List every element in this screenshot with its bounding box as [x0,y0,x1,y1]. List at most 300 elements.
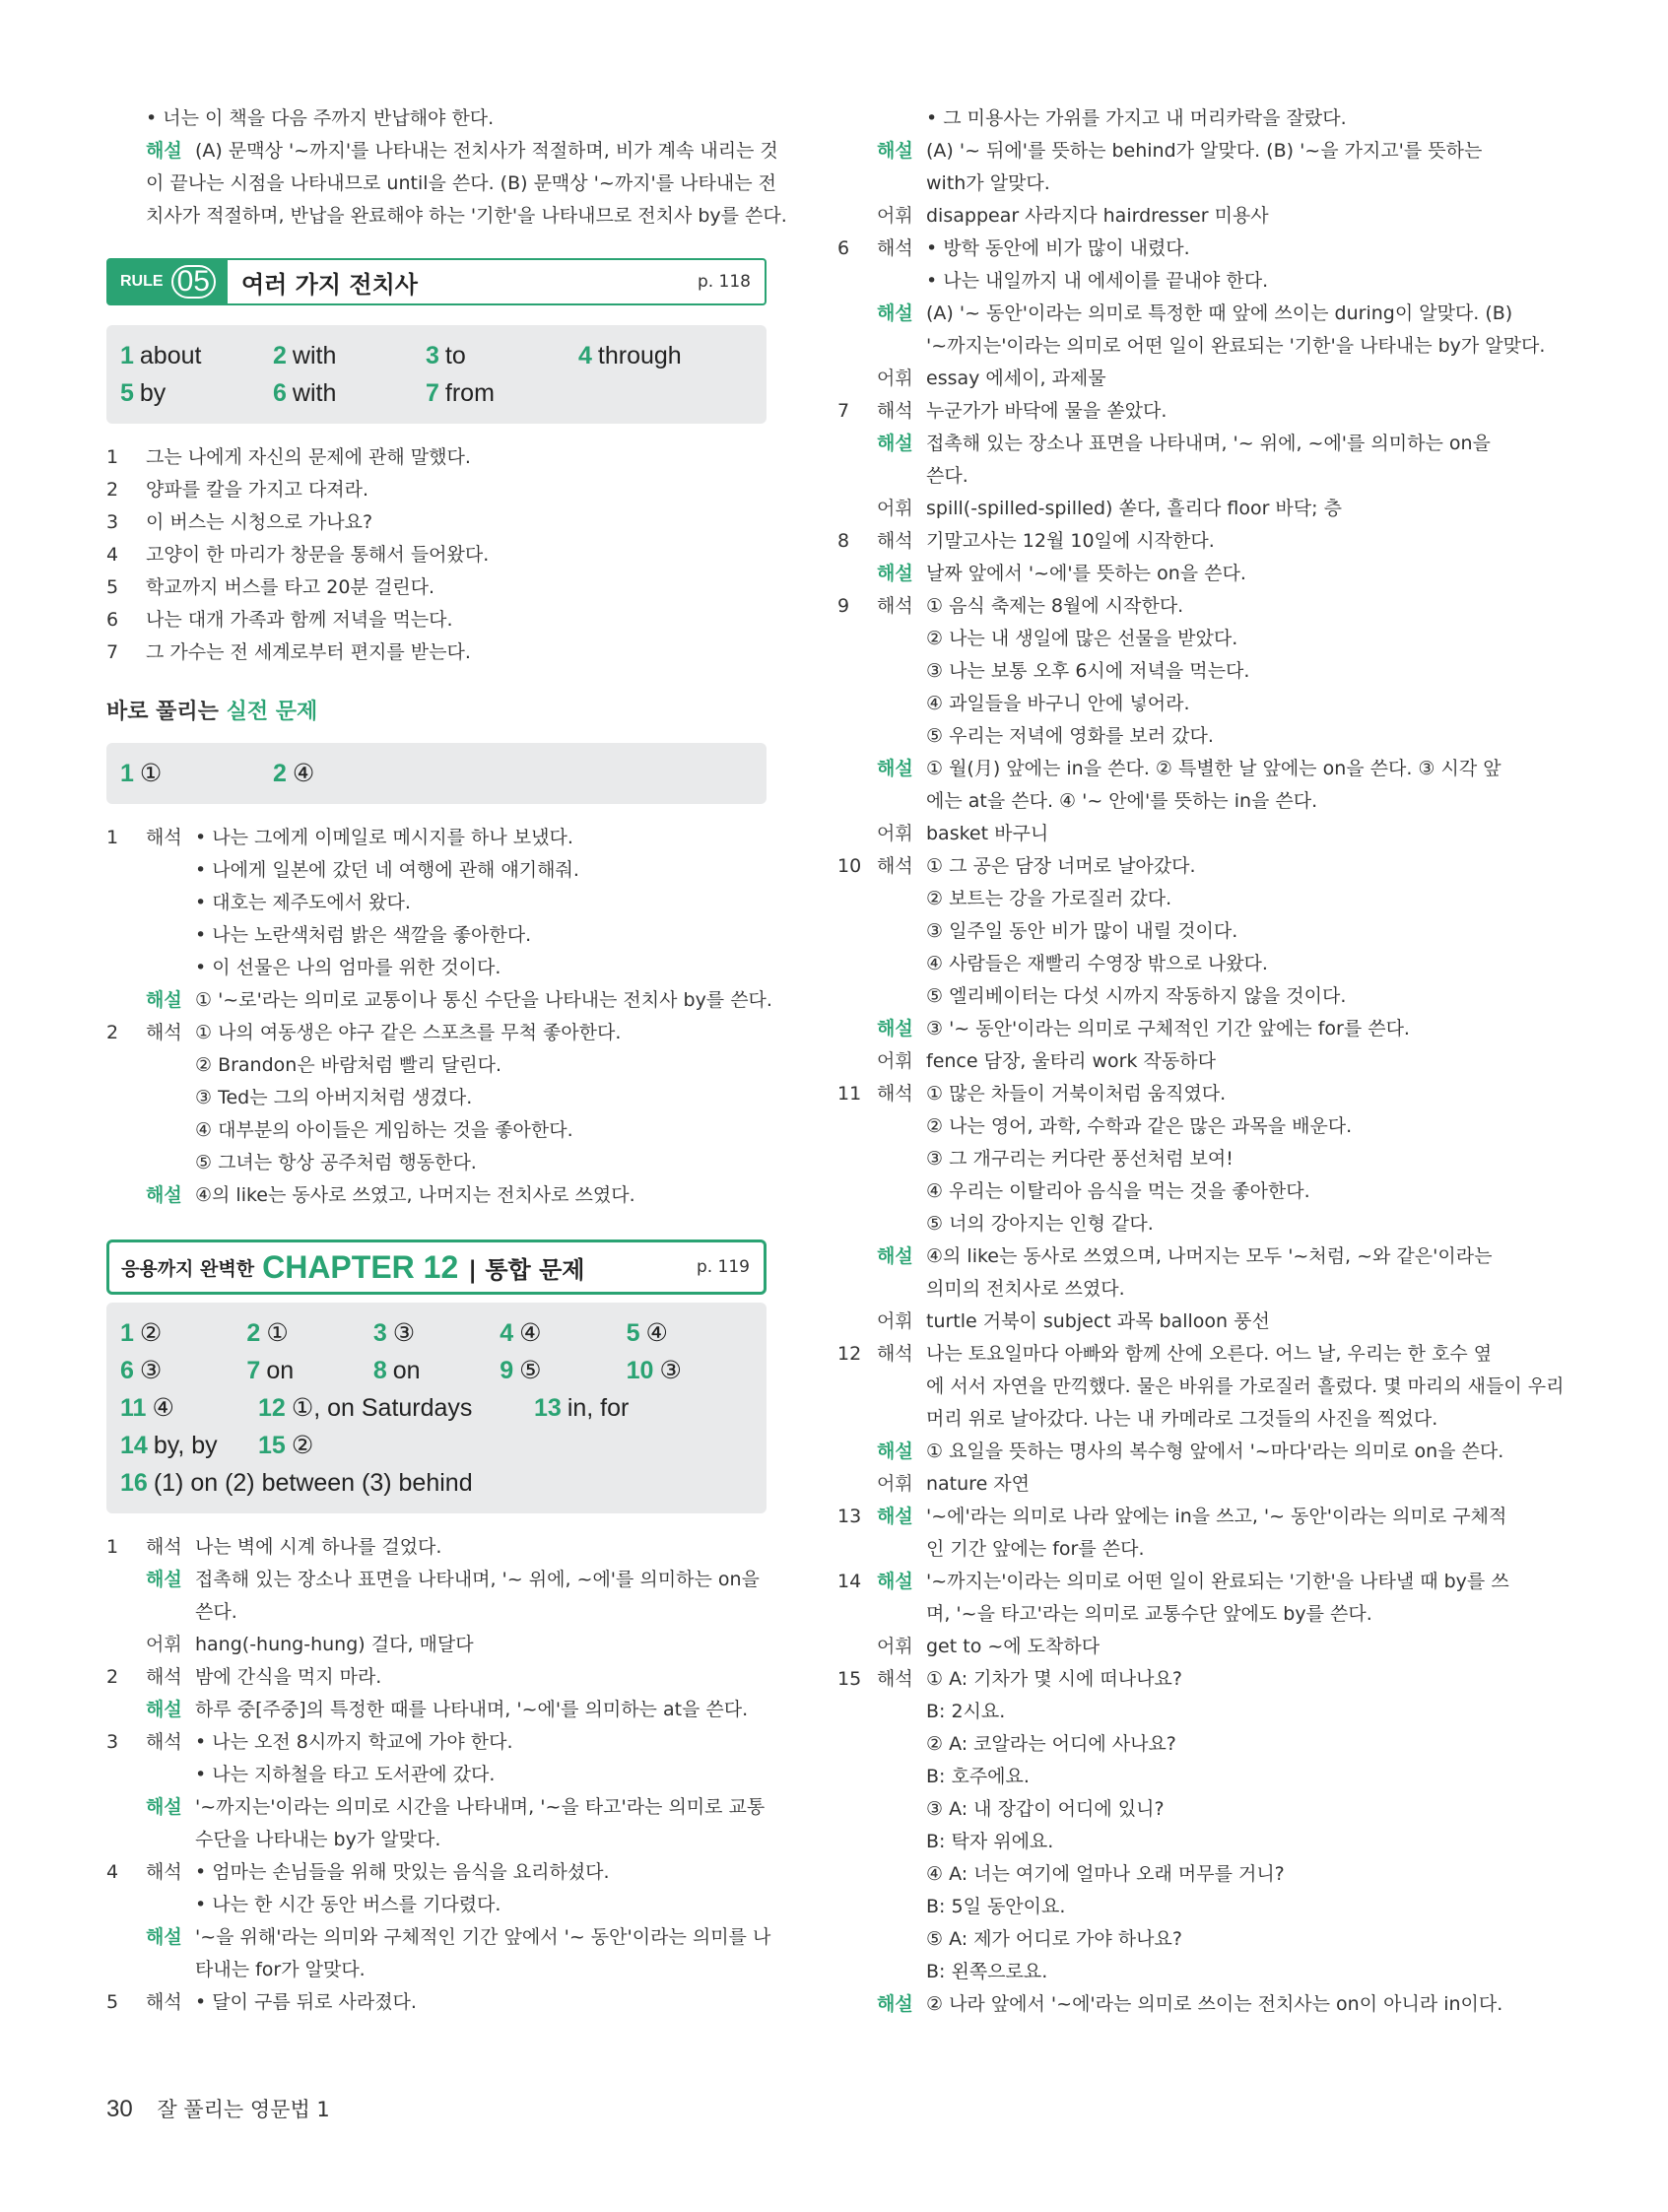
line-text: 그 가수는 전 세계로부터 편지를 받는다. [146,641,471,663]
line-text: ⑤ A: 제가 어디로 가야 하나요? [926,1928,1182,1950]
item-number: 5 [106,576,119,598]
answer-cell [120,1352,246,1389]
answer-cell [246,1314,372,1352]
line-text: ② 보트는 강을 가로질러 갔다. [926,888,1172,909]
text-line [837,1761,1503,1793]
text-line [106,1791,767,1824]
text-line [837,1598,1503,1631]
line-text: ④ 대부분의 아이들은 게임하는 것을 좋아한다. [195,1119,573,1141]
answer-number: 14 [120,1432,148,1459]
line-tag [877,1858,926,1891]
line-tag: 어휘 [877,368,913,389]
line-tag [146,1082,195,1114]
practice-title-main: 실전 문제 [226,700,318,724]
answer-number: 2 [273,342,287,369]
line-tag: 어휘 [877,498,913,519]
text-line [106,168,776,200]
text-line [837,980,1503,1013]
line-tag [877,1403,926,1436]
text-line [837,1110,1503,1143]
line-tag [877,980,926,1013]
answer-value: to [444,342,466,369]
chapter-prefix: 응용까지 완벽한 [121,1257,255,1280]
line-tag [877,883,926,915]
item-number [106,1147,146,1179]
item-number [837,135,877,168]
line-text: • 나는 노란색처럼 밝은 색깔을 좋아한다. [195,924,532,946]
line-text: ④ 과일들을 바구니 안에 넣어라. [926,693,1190,714]
answer-row [120,1314,753,1352]
answer-value: ④ [645,1319,668,1347]
line-tag [146,1824,195,1856]
line-text: B: 호주에요. [926,1766,1030,1787]
text-line [106,1824,767,1856]
line-tag [877,102,926,135]
answer-value: ③ [139,1357,163,1384]
answer-number: 7 [246,1357,261,1384]
line-tag: 해설 [146,1569,182,1590]
page-number: 30 [106,2096,133,2122]
line-text: ③ '~ 동안'이라는 의미로 구체적인 기간 앞에는 for를 쓴다. [926,1018,1410,1039]
line-text: • 나에게 일본에 갔던 네 여행에 관해 얘기해줘. [195,859,579,881]
text-line [106,1596,767,1629]
text-line [837,1793,1503,1826]
line-text: • 너는 이 책을 다음 주까지 반납해야 한다. [146,107,495,129]
line-tag [877,1598,926,1631]
text-line [837,850,1503,883]
chapter-header [106,1240,767,1295]
line-text: • 나는 오전 8시까지 학교에 가야 한다. [195,1731,513,1753]
line-tag: 어휘 [146,1634,182,1655]
line-text: ① 많은 차들이 거북이처럼 움직였다. [926,1083,1227,1105]
item-number [837,980,877,1013]
text-line [106,1179,767,1212]
item-number [837,1728,877,1761]
line-tag: 해석 [877,400,913,422]
item-number [837,1631,877,1663]
text-line [837,233,1503,265]
line-text: 이 버스는 시청으로 가나요? [146,511,373,533]
answer-value: ④ [152,1394,174,1422]
answer-value: ② [139,1319,163,1347]
line-text: B: 탁자 위에요. [926,1831,1054,1852]
text-line [837,558,1503,590]
line-text: ③ 그 개구리는 커다란 풍선처럼 보여! [926,1148,1234,1170]
line-tag: 해설 [146,1926,182,1948]
line-tag [877,1371,926,1403]
answer-value: through [597,342,682,369]
text-line [837,168,1503,200]
text-line [837,883,1503,915]
line-tag: 해석 [877,1343,913,1365]
item-number [837,1371,877,1403]
item-number [837,298,877,330]
item-number [837,655,877,688]
text-line [837,1208,1503,1240]
item-number [837,1826,877,1858]
answer-cell [120,337,273,374]
answer-number: 8 [372,1357,387,1384]
page-footer [106,2094,330,2123]
text-line [106,200,787,233]
text-line [837,1403,1503,1436]
line-text: 이 끝나는 시점을 나타내므로 until을 쓴다. (B) 문맥상 '~까지'를 나타내는 전 [146,172,776,194]
answer-number: 2 [273,760,287,787]
item-number [837,1175,877,1208]
line-text: ① 음식 축제는 8월에 시작한다. [926,595,1184,617]
text-line [837,1663,1503,1696]
line-tag [877,688,926,720]
answer-cell [120,1427,258,1464]
line-text: '~까지는'이라는 의미로 어떤 일이 완료되는 '기한'을 나타내는 by가 알맞다. [926,335,1546,357]
line-text: 머리 위로 날아갔다. 나는 내 카메라로 그것들의 사진을 찍었다. [926,1408,1438,1430]
text-line [837,363,1503,395]
line-text: • 나는 내일까지 내 에세이를 끝내야 한다. [926,270,1269,292]
answer-value: by [139,379,167,407]
item-number: 2 [106,1022,119,1043]
rule-title: 여러 가지 전치사 [240,270,418,299]
line-tag [877,623,926,655]
line-tag [877,265,926,298]
text-line [837,1175,1503,1208]
line-text: ① A: 기차가 몇 시에 떠나나요? [926,1668,1182,1690]
line-text: 치사가 적절하며, 반납을 완료해야 하는 '기한'을 나타내므로 전치사 by를 쓴다. [146,205,787,227]
answer-cell [500,1314,626,1352]
text-line [837,298,1513,330]
text-line [837,330,1546,363]
answer-cell [273,755,426,792]
line-text: 인 기간 앞에는 for를 쓴다. [926,1538,1145,1560]
text-line [837,915,1503,948]
text-line [837,1436,1503,1468]
line-text: ③ 일주일 동안 비가 많이 내릴 것이다. [926,920,1238,942]
answer-number: 16 [120,1469,148,1497]
line-text: hang(-hung-hung) 걸다, 매달다 [195,1634,474,1655]
answer-value: by, by [153,1432,218,1459]
answer-cell [426,337,578,374]
item-number [837,330,877,363]
line-tag [877,785,926,818]
line-tag [146,854,195,887]
item-number [106,919,146,952]
answer-cell [627,1352,753,1389]
answer-value: ④ [519,1319,542,1347]
answer-value: ①, on Saturdays [291,1394,473,1422]
line-text: ③ 나는 보통 오후 6시에 저녁을 먹는다. [926,660,1250,682]
item-number [106,1759,146,1791]
right-column [837,102,1565,2021]
text-line [106,441,767,474]
line-text: 누군가가 바닥에 물을 쏟았다. [926,400,1168,422]
line-tag: 해설 [877,563,913,584]
chapter-explanations [106,1531,771,2019]
item-number [837,1696,877,1728]
line-tag: 어휘 [877,823,913,844]
line-text: ④의 like는 동사로 쓰였고, 나머지는 전치사로 쓰였다. [195,1184,635,1206]
text-line [837,623,1503,655]
item-number [837,720,877,753]
line-text: ① 요일을 뜻하는 명사의 복수형 앞에서 '~마다'라는 의미로 on을 쓴다. [926,1441,1504,1462]
item-number [837,1891,877,1923]
answer-number: 5 [120,379,134,407]
answer-value: on [392,1357,421,1384]
answer-cell [273,374,426,412]
item-number: 6 [106,609,119,631]
item-number [837,200,877,233]
text-line [837,688,1503,720]
line-tag [146,1596,195,1629]
text-line [106,135,778,168]
item-number [837,753,877,785]
answer-number: 1 [120,760,134,787]
line-tag [877,1143,926,1175]
line-tag [877,1728,926,1761]
answer-value: (1) on (2) between (3) behind [153,1469,473,1497]
answer-value: ① [266,1319,289,1347]
line-text: • 이 선물은 나의 엄마를 위한 것이다. [195,957,501,978]
item-number [837,1240,877,1273]
answer-cell [426,374,578,412]
item-number: 7 [837,400,850,422]
line-tag: 해설 [877,1441,913,1462]
line-tag: 해석 [146,1861,182,1883]
text-line [837,785,1503,818]
line-text: (A) 문맥상 '~까지'를 나타내는 전치사가 적절하며, 비가 계속 내리는 것 [195,140,778,162]
item-number: 1 [106,1536,119,1558]
line-tag: 해석 [877,855,913,877]
text-line [837,135,1503,168]
answer-value: in, for [567,1394,630,1422]
answer-row [120,337,753,374]
item-number [106,984,146,1017]
line-text: • 대호는 제주도에서 왔다. [195,892,411,913]
answer-number: 4 [578,342,592,369]
line-text: ② 나는 내 생일에 많은 선물을 받았다. [926,628,1238,649]
line-tag [877,1923,926,1956]
line-tag [877,1891,926,1923]
intro-explanation [106,102,787,233]
text-line [837,1533,1503,1566]
item-number [837,1956,877,1988]
item-number [837,915,877,948]
text-line [106,1694,767,1726]
line-text: • 나는 한 시간 동안 버스를 기다렸다. [195,1894,501,1915]
text-line [837,1696,1503,1728]
item-number: 3 [106,511,119,533]
item-number: 4 [106,1861,119,1883]
rule-number: 05 [171,265,216,299]
item-number: 1 [106,446,119,468]
answer-number: 9 [500,1357,514,1384]
text-line [106,1049,767,1082]
item-number [837,1598,877,1631]
item-number: 14 [837,1571,862,1592]
answer-row [120,1427,753,1464]
text-line [837,753,1503,785]
line-text: • 나는 그에게 이메일로 메시지를 하나 보냈다. [195,827,573,848]
rule-tab [108,260,228,303]
line-tag: 해석 [877,237,913,259]
answer-cell [120,374,273,412]
item-number [837,1858,877,1891]
line-tag: 해석 [146,1536,182,1558]
line-tag: 해설 [877,302,913,324]
left-column [106,102,787,2019]
line-tag [146,1954,195,1986]
text-line [837,1826,1503,1858]
text-line [106,1889,767,1921]
line-text: 타내는 for가 알맞다. [195,1959,366,1980]
item-number [837,265,877,298]
line-tag [877,1761,926,1793]
line-text: disappear 사라지다 hairdresser 미용사 [926,205,1269,227]
item-number: 11 [837,1083,862,1105]
line-text: essay 에세이, 과제물 [926,368,1106,389]
line-tag [877,1110,926,1143]
text-line [837,1143,1503,1175]
text-line [837,1371,1565,1403]
item-number [837,623,877,655]
text-line [837,655,1503,688]
line-text: 기말고사는 12월 10일에 시작한다. [926,530,1215,552]
line-text: get to ~에 도착하다 [926,1636,1101,1657]
answer-number: 1 [120,1319,134,1347]
line-tag: 해석 [146,1991,182,2013]
item-number [837,883,877,915]
answer-number: 2 [246,1319,261,1347]
line-tag: 해설 [877,758,913,779]
rule-header [106,258,767,305]
item-number [106,1629,146,1661]
line-text: 에 서서 자연을 만끽했다. 물은 바위를 가로질러 흘렀다. 몇 마리의 새들이 우리 [926,1375,1565,1397]
line-text: 밤에 간식을 먹지 마라. [195,1666,382,1688]
text-line [106,854,767,887]
item-number [837,818,877,850]
text-line [837,948,1503,980]
line-tag: 해설 [146,1184,182,1206]
line-tag: 해설 [877,1993,913,2015]
answer-number: 3 [372,1319,387,1347]
line-text: nature 자연 [926,1473,1031,1495]
line-tag [877,460,926,493]
text-line [106,1726,767,1759]
line-text: 쓴다. [926,465,968,487]
rule-answer-box [106,325,767,424]
line-tag [877,1826,926,1858]
line-text: '~까지는'이라는 의미로 시간을 나타내며, '~을 타고'라는 의미로 교통 [195,1796,766,1818]
line-text: ① '~로'라는 의미로 교통이나 통신 수단을 나타내는 전치사 by를 쓴다. [195,989,772,1011]
line-text: • 나는 지하철을 타고 도서관에 갔다. [195,1764,496,1785]
answer-cell [258,1427,396,1464]
answer-cell [120,755,273,792]
answer-cell [120,1314,246,1352]
text-line [106,952,767,984]
text-line [837,493,1503,525]
item-number [106,1179,146,1212]
item-number [837,1403,877,1436]
answer-number: 13 [534,1394,562,1422]
text-line [106,474,767,506]
answer-row [120,1389,753,1427]
text-line [106,571,767,604]
line-text: 학교까지 버스를 타고 20분 걸린다. [146,576,434,598]
item-number [106,1596,146,1629]
item-number [837,785,877,818]
text-line [106,1114,767,1147]
answer-value: on [266,1357,295,1384]
text-line [837,1045,1503,1078]
answer-number: 10 [626,1357,654,1384]
line-tag [146,1049,195,1082]
line-tag: 해설 [877,1571,913,1592]
answer-number: 7 [426,379,439,407]
text-line [106,887,767,919]
line-text: 쓴다. [195,1601,237,1623]
answer-row [120,1464,753,1502]
text-line [837,1468,1503,1501]
item-number [106,854,146,887]
item-number [837,1208,877,1240]
answer-value: ④ [292,760,315,787]
line-text: 나는 벽에 시계 하나를 걸었다. [195,1536,442,1558]
item-number [837,493,877,525]
line-text: ⑤ 그녀는 항상 공주처럼 행동한다. [195,1152,477,1173]
item-number: 7 [106,641,119,663]
rule-translations [106,441,767,669]
rule-label: RULE [120,273,164,290]
practice-answer-box [106,743,767,804]
line-tag: 해석 [877,1668,913,1690]
text-line [837,818,1503,850]
answer-value: ② [291,1432,314,1459]
item-number [106,1694,146,1726]
text-line [837,1858,1503,1891]
book-title: 잘 풀리는 영문법 1 [157,2098,330,2121]
text-line [106,1082,767,1114]
item-number [837,688,877,720]
item-number [106,1921,146,1954]
line-text: with가 알맞다. [926,172,1050,194]
text-line [837,1566,1509,1598]
answer-value: from [444,379,495,407]
text-line [837,460,1503,493]
answer-value: ③ [392,1319,416,1347]
answer-cell [273,337,426,374]
answer-number: 6 [120,1357,134,1384]
item-number [837,102,877,135]
line-text: (A) '~ 뒤에'를 뜻하는 behind가 알맞다. (B) '~을 가지고'를 뜻하는 [926,140,1483,162]
line-tag [877,330,926,363]
answer-cell [373,1314,500,1352]
line-text: '~에'라는 의미로 나라 앞에는 in을 쓰고, '~ 동안'이라는 의미로 구체적 [926,1506,1507,1527]
item-number: 1 [106,827,119,848]
line-tag: 어휘 [877,205,913,227]
practice-explanations [106,822,772,1212]
line-tag: 해설 [877,1245,913,1267]
item-number: 2 [106,1666,119,1688]
text-line [837,1078,1503,1110]
text-line [106,1017,767,1049]
item-number [837,1793,877,1826]
answer-value: ① [139,760,163,787]
line-text: 며, '~을 타고'라는 의미로 교통수단 앞에도 by를 쓴다. [926,1603,1372,1625]
line-text: ② Brandon은 바람처럼 빨리 달린다. [195,1054,502,1076]
line-tag: 해설 [146,1699,182,1720]
item-number: 2 [106,479,119,501]
item-number [837,1988,877,2021]
item-number: 15 [837,1668,862,1690]
line-text: ③ A: 내 장갑이 어디에 있니? [926,1798,1165,1820]
